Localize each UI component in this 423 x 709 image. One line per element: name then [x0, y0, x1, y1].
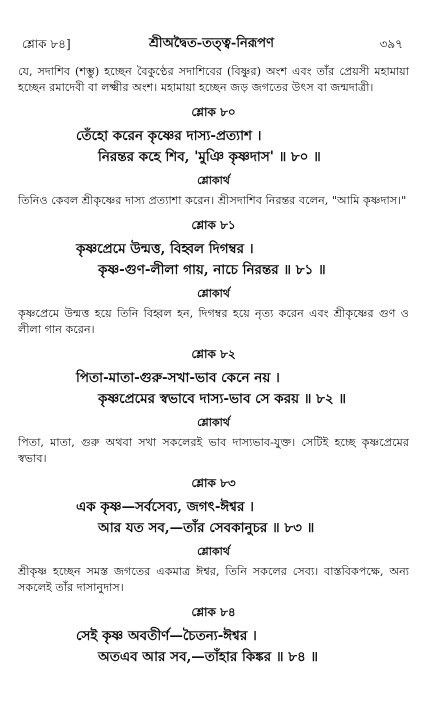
verse-line-1: এক কৃষ্ণ—সর্বসেব্য, জগৎ-ঈশ্বর । — [76, 499, 254, 515]
verse-line-2: অতএব আর সব,—তাঁহার কিঙ্কর ॥ ৮৪ ॥ — [98, 649, 319, 665]
verse-heading: শ্লোক ৮১ — [191, 218, 236, 232]
verse-heading: শ্লোক ৮৩ — [191, 476, 236, 490]
verse-heading: শ্লোক ৮৪ — [191, 605, 236, 619]
page-content — [18, 64, 409, 668]
translation-heading: শ্লোকার্থ — [197, 287, 230, 300]
verse-line-1: কৃষ্ণপ্রেমে উন্মত্ত, বিহ্বল দিগম্বর । — [76, 241, 254, 257]
verse-line-1: সেই কৃষ্ণ অবতীর্ণ—চৈতন্য-ঈশ্বর । — [76, 628, 257, 644]
verse-block-80 — [18, 104, 409, 209]
verse-block-84 — [18, 604, 409, 668]
translation-text: শ্রীকৃষ্ণ হচ্ছেন সমস্ত জগতের একমাত্র ঈশ্বর, তিনি সকলের সেব্য। বাস্তবিকপক্ষে, অন্য সকলেই তাঁর দাসানুদাস। — [18, 565, 409, 594]
translation-heading: শ্লোকার্থ — [197, 174, 230, 187]
verse-line-2: কৃষ্ণ-গুণ-লীলা গায়, নাচে নিরন্তর ॥ ৮১ ॥ — [98, 262, 326, 278]
verse-heading: শ্লোক ৮২ — [191, 347, 236, 361]
running-header — [0, 0, 423, 60]
translation-text: তিনিও কেবল শ্রীকৃষ্ণের দাস্য প্রত্যাশা করেন। শ্রীসদাশিব নিরন্তর বলেন, "আমি কৃষ্ণদাস।" — [18, 194, 407, 207]
translation-text: কৃষ্ণপ্রেমে উন্মত্ত হয়ে তিনি বিহ্বল হন, দিগম্বর হয়ে নৃত্য করেন এবং শ্রীকৃষ্ণের গুণ ও লীলা গান করেন। — [18, 307, 409, 336]
verse-heading: শ্লোক ৮০ — [191, 105, 236, 119]
verse-line-2: কৃষ্ণপ্রেমের স্বভাবে দাস্য-ভাব সে করয় ॥ ৮২ ॥ — [98, 391, 347, 407]
verse-line-2: আর যত সব,—তাঁর সেবকানুচর ॥ ৮৩ ॥ — [98, 520, 315, 536]
verse-line-2: নিরন্তর কহে শিব, 'মুঞি কৃষ্ণদাস' ॥ ৮০ ॥ — [98, 149, 321, 165]
intro-paragraph: যে, সদাশিব (শম্ভু) হচ্ছেন বৈকুণ্ঠের সদাশিবের (বিষ্ণুর) অংশ এবং তাঁর প্রেয়সী মহামায়া হচ্ছেন রমাদেবী বা লক্ষ্মীর অংশ। মহামায়া হচ্ছেন জড় জগতের উৎস বা জন্মদাত্রী। — [18, 65, 409, 94]
translation-heading: শ্লোকার্থ — [197, 545, 230, 558]
header-chapter-title: শ্রীঅদ্বৈত-তত্ত্ব-নিরূপণ — [149, 36, 274, 51]
verse-block-83 — [18, 475, 409, 596]
verse-line-1: পিতা-মাতা-গুরু-সখা-ভাব কেনে নয় । — [76, 370, 280, 386]
verse-block-81 — [18, 217, 409, 338]
header-verse-ref: শ্লোক ৮৪] — [22, 37, 71, 51]
verse-block-82 — [18, 346, 409, 467]
translation-heading: শ্লোকার্থ — [197, 416, 230, 429]
page-number: ৩৯৭ — [379, 37, 403, 51]
translation-text: পিতা, মাতা, গুরু অথবা সখা সকলেরই ভাব দাস্যভাব-যুক্ত। সেটিই হচ্ছে কৃষ্ণপ্রেমের স্বভাব। — [18, 436, 409, 465]
verse-line-1: তেঁহো করেন কৃষ্ণের দাস্য-প্রত্যাশ । — [76, 128, 262, 144]
